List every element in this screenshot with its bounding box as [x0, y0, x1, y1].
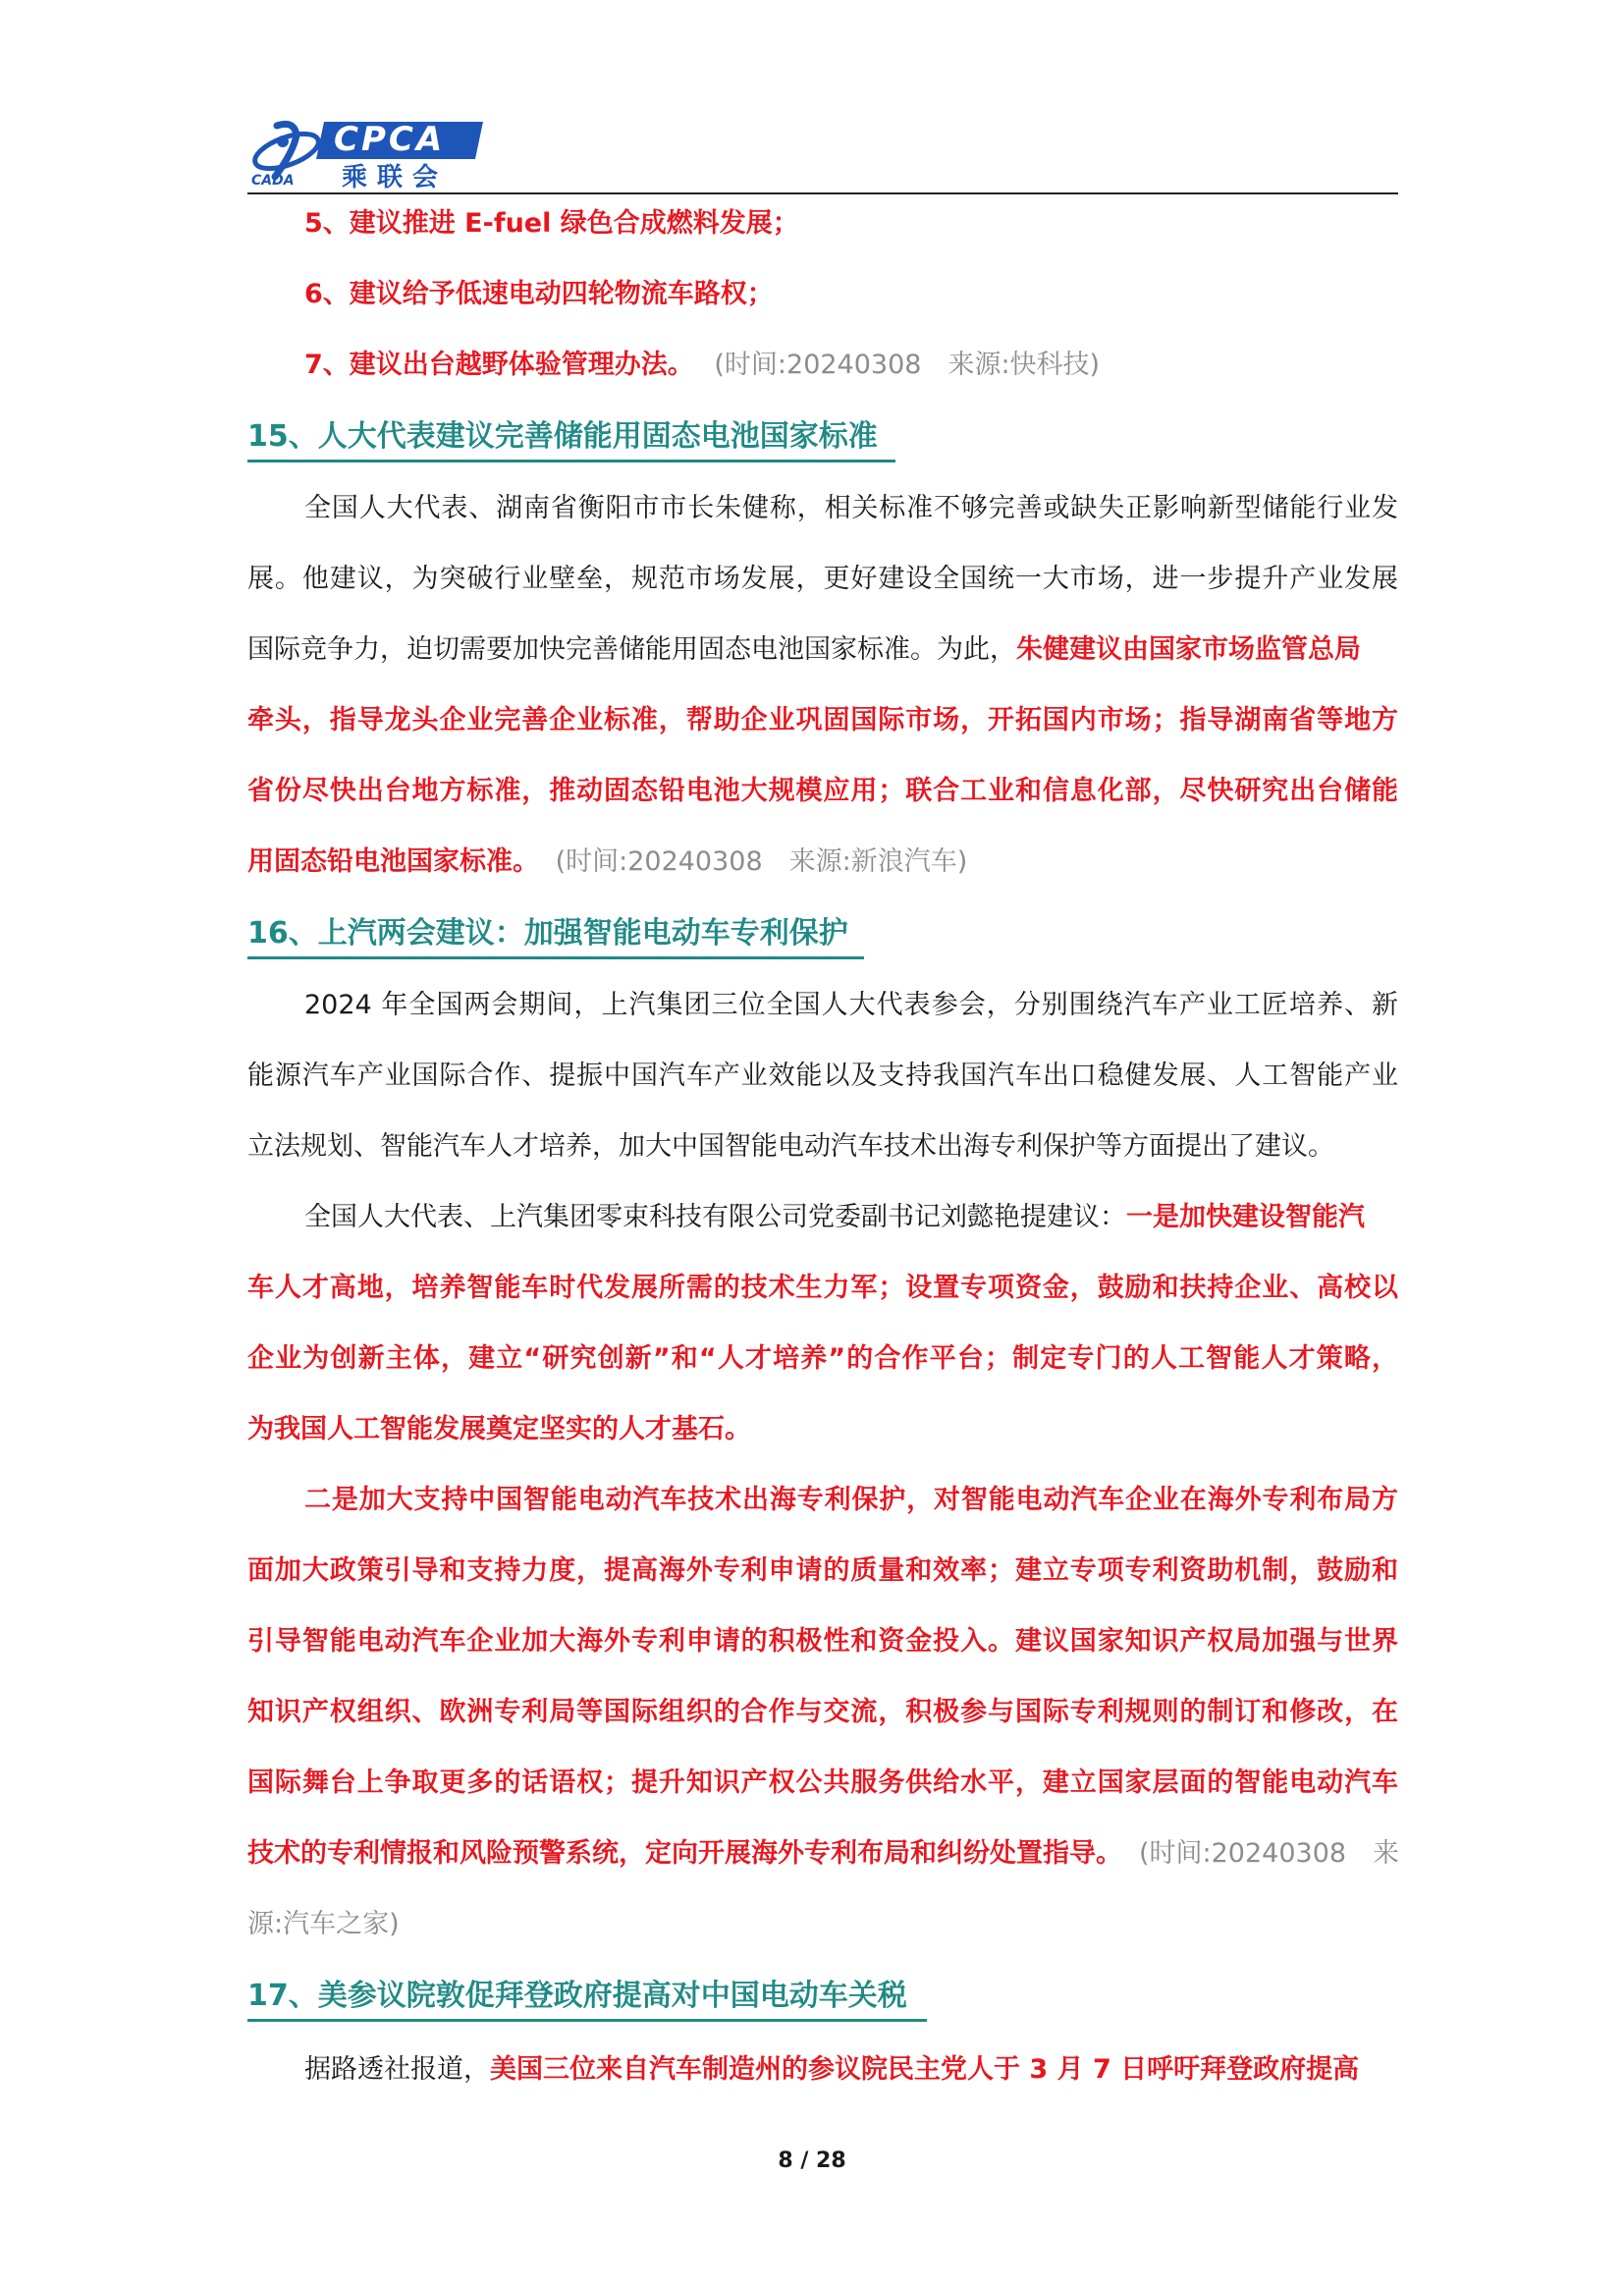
s15-line-1: 全国人大代表、湖南省衡阳市市长朱健称，相关标准不够完善或缺失正影响新型储能行业发: [304, 493, 1398, 523]
intro-item-7: 7、建议出台越野体验管理办法。: [304, 350, 694, 380]
s15-source: (时间:20240308 来源:新浪汽车): [555, 846, 968, 877]
s16-source-b: 源:汽车之家): [247, 1909, 400, 1939]
section-15-underline: [247, 460, 895, 462]
s15-line-3-highlight: 朱健建议由国家市场监管总局: [1016, 634, 1361, 665]
s15-line-6-highlight: 用固态铅电池国家标准。: [247, 846, 539, 877]
s16-p3-last-highlight: 技术的专利情报和风险预警系统，定向开展海外专利布局和纠纷处置指导。: [247, 1838, 1122, 1869]
intro-item-6: 6、建议给予低速电动四轮物流车路权；: [304, 279, 774, 309]
s15-line-3-text: 国际竞争力，迫切需要加快完善储能用固态电池国家标准。为此，: [247, 634, 1016, 665]
section-15-title: 15、人大代表建议完善储能用固态电池国家标准: [247, 419, 878, 454]
s15-line-6: [247, 843, 967, 882]
s16-p3-line-2: 面加大政策引导和支持力度，提高海外专利申请的质量和效率；建立专项专利资助机制，鼓励和: [247, 1555, 1398, 1586]
s17-line-1-text: 据路透社报道，: [304, 2054, 490, 2085]
logo-chinese-name: 乘联会: [342, 163, 449, 192]
s16-p2-highlight: 一是加快建设智能汽: [1126, 1202, 1365, 1232]
s15-line-3: [247, 630, 1361, 670]
intro-item-7-line: [304, 346, 1100, 385]
s16-p1-line-2: 能源汽车产业国际合作、提振中国汽车产业效能以及支持我国汽车出口稳健发展、人工智能产业: [247, 1061, 1398, 1091]
s16-p3-line-1: 二是加大支持中国智能电动汽车技术出海专利保护，对智能电动汽车企业在海外专利布局方: [304, 1485, 1398, 1515]
s16-p3-line-4: 知识产权组织、欧洲专利局等国际组织的合作与交流，积极参与国际专利规则的制订和修改，在: [247, 1697, 1398, 1727]
s16-p2-text: 全国人大代表、上汽集团零束科技有限公司党委副书记刘懿艳提建议：: [304, 1202, 1126, 1232]
s15-line-4: 牵头，指导龙头企业完善企业标准，帮助企业巩固国际市场，开拓国内市场；指导湖南省等地方: [247, 705, 1398, 735]
logo-text: CPCA: [334, 120, 446, 159]
intro-item-5: 5、建议推进 E-fuel 绿色合成燃料发展；: [304, 208, 799, 239]
s15-line-2: 展。他建议，为突破行业壁垒，规范市场发展，更好建设全国统一大市场，进一步提升产业发展: [247, 564, 1398, 594]
cpca-logo: [247, 114, 483, 194]
page-header: [247, 114, 1398, 194]
s16-p2-line-1: [304, 1198, 1365, 1237]
s16-source-a: (时间:20240308 来: [1139, 1838, 1400, 1869]
s16-p1-line-3: 立法规划、智能汽车人才培养，加大中国智能电动汽车技术出海专利保护等方面提出了建议。: [247, 1131, 1334, 1162]
logo-sub-text: CADA: [251, 173, 295, 189]
s16-p2-line-2: 车人才高地，培养智能车时代发展所需的技术生力军；设置专项资金，鼓励和扶持企业、高校以: [247, 1273, 1398, 1303]
s16-p2-line-4: 为我国人工智能发展奠定坚实的人才基石。: [247, 1414, 751, 1444]
intro-source: (时间:20240308 来源:快科技): [714, 350, 1101, 380]
page-number: 8 / 28: [778, 2149, 846, 2173]
s17-line-1-highlight: 美国三位来自汽车制造州的参议院民主党人于 3 月 7 日呼吁拜登政府提高: [490, 2054, 1360, 2085]
header-divider: [247, 192, 1398, 194]
s16-p2-line-3: 企业为创新主体，建立“研究创新”和“人才培养”的合作平台；制定专门的人工智能人才策略，: [247, 1343, 1398, 1374]
s15-line-5: 省份尽快出台地方标准，推动固态铅电池大规模应用；联合工业和信息化部，尽快研究出台储能: [247, 776, 1398, 806]
s16-p3-line-6: [247, 1834, 1122, 1874]
s16-p1-line-1: 2024 年全国两会期间，上汽集团三位全国人大代表参会，分别围绕汽车产业工匠培养、新: [304, 990, 1398, 1020]
section-17-underline: [247, 2019, 927, 2022]
section-17-title: 17、美参议院敦促拜登政府提高对中国电动车关税: [247, 1979, 907, 2013]
s16-p3-line-3: 引导智能电动汽车企业加大海外专利申请的积极性和资金投入。建议国家知识产权局加强与世界: [247, 1626, 1398, 1657]
s17-line-1: [304, 2050, 1359, 2090]
section-16-title: 16、上汽两会建议：加强智能电动车专利保护: [247, 916, 848, 951]
s16-p3-line-5: 国际舞台上争取更多的话语权；提升知识产权公共服务供给水平，建立国家层面的智能电动汽车: [247, 1768, 1398, 1798]
section-16-underline: [247, 956, 864, 959]
